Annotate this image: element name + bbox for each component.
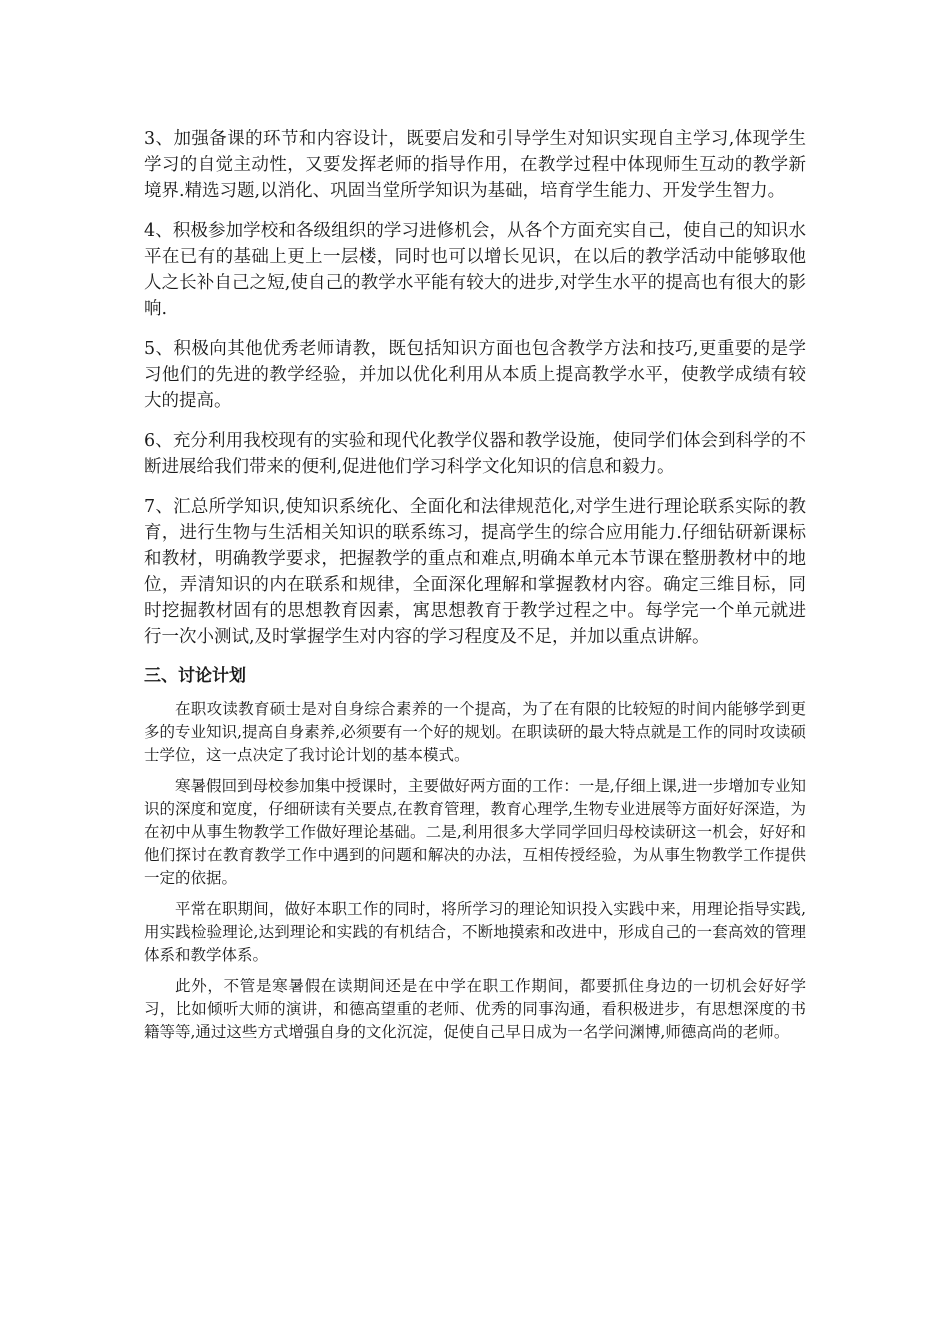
paragraph-2: 寒暑假回到母校参加集中授课时，主要做好两方面的工作：一是,仔细上课,进一步增加专业知识的深度和宽度，仔细研读有关要点,在教育管理，教育心理学,生物专业进展等方面好好深造，为在初中从事生物教学工作做好理论基础。二是,利用很多大学同学回归母校读研这一机会，好好和他们探讨在教育教学工作中遇到的问题和解决的办法，互相传授经验，为从事生物教学工作提供一定的依据。 xyxy=(144,777,806,887)
list-item-6: 6、充分利用我校现有的实验和现代化教学仪器和教学设施，使同学们体会到科学的不断进展给我们带来的便利,促进他们学习科学文化知识的信息和毅力。 xyxy=(144,431,806,477)
list-item-3: 3、加强备课的环节和内容设计，既要启发和引导学生对知识实现自主学习,体现学生学习的自觉主动性，又要发挥老师的指导作用，在教学过程中体现师生互动的教学新境界.精选习题,以消化、巩固当堂所学知识为基础，培育学生能力、开发学生智力。 xyxy=(144,129,806,201)
paragraph-4: 此外，不管是寒暑假在读期间还是在中学在职工作期间，都要抓住身边的一切机会好好学习，比如倾听大师的演讲，和德高望重的老师、优秀的同事沟通，看积极进步，有思想深度的书籍等等,通过这些方式增强自身的文化沉淀，促使自己早日成为一名学问渊博,师德高尚的老师。 xyxy=(144,977,806,1041)
list-item-7: 7、汇总所学知识,使知识系统化、全面化和法律规范化,对学生进行理论联系实际的教育，进行生物与生活相关知识的联系练习，提高学生的综合应用能力.仔细钻研新课标和教材，明确教学要求，把握教学的重点和难点,明确本单元本节课在整册教材中的地位，弄清知识的内在联系和规律，全面深化理解和掌握教材内容。确定三维目标，同时挖掘教材固有的思想教育因素，寓思想教育于教学过程之中。每学完一个单元就进行一次小测试,及时掌握学生对内容的学习程度及不足，并加以重点讲解。 xyxy=(144,497,806,647)
paragraph-1: 在职攻读教育硕士是对自身综合素养的一个提高，为了在有限的比较短的时间内能够学到更多的专业知识,提高自身素养,必须要有一个好的规划。在职读研的最大特点就是工作的同时攻读硕士学位，这一点决定了我讨论计划的基本模式。 xyxy=(144,700,806,764)
list-item-5: 5、积极向其他优秀老师请教，既包括知识方面也包含教学方法和技巧,更重要的是学习他们的先进的教学经验，并加以优化利用从本质上提高教学水平，使教学成绩有较大的提高。 xyxy=(144,339,806,411)
section-heading: 三、讨论计划 xyxy=(144,666,246,686)
paragraph-3: 平常在职期间，做好本职工作的同时，将所学习的理论知识投入实践中来，用理论指导实践,用实践检验理论,达到理论和实践的有机结合，不断地摸索和改进中，形成自己的一套高效的管理体系和教学体系。 xyxy=(144,900,806,964)
document-body xyxy=(144,126,806,1052)
list-item-4: 4、积极参加学校和各级组织的学习进修机会，从各个方面充实自己，使自己的知识水平在已有的基础上更上一层楼，同时也可以增长见识，在以后的教学活动中能够取他人之长补自己之短,使自己的教学水平能有较大的进步,对学生水平的提高也有很大的影响. xyxy=(144,221,806,319)
